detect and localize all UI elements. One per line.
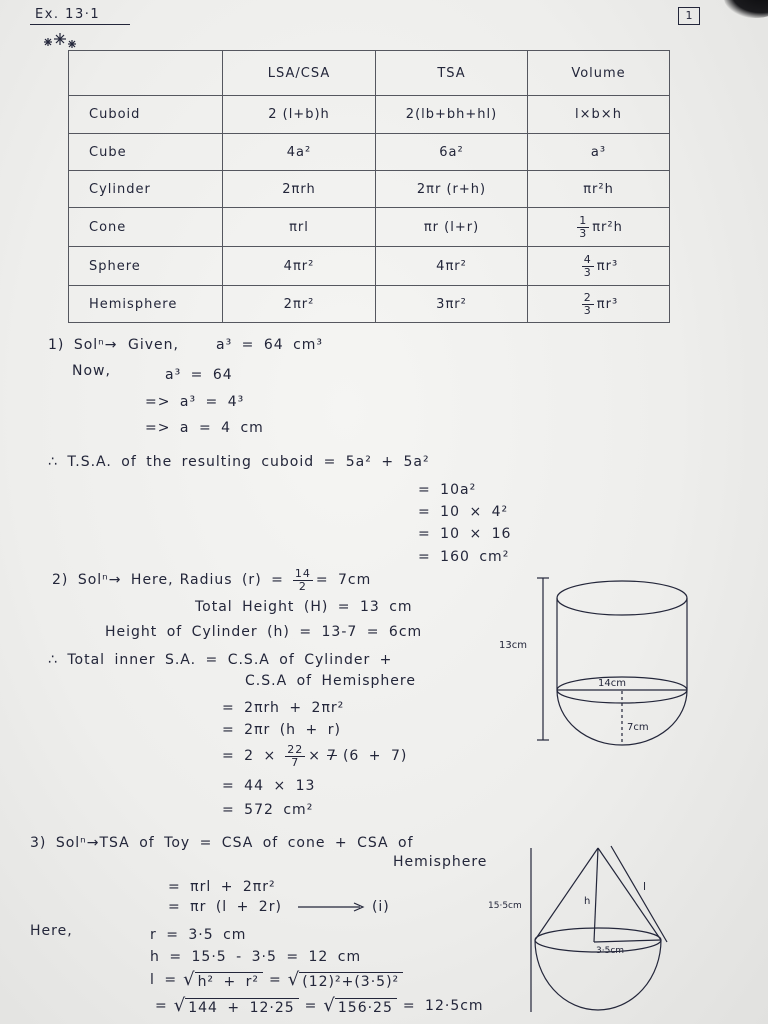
- formula-table: [68, 50, 670, 323]
- table-row: [69, 171, 670, 208]
- problem1-tsa-step: = 10a²: [418, 482, 477, 498]
- fraction: [582, 292, 594, 317]
- table-row: [69, 247, 670, 286]
- volume-rest: πr²h: [592, 219, 623, 235]
- page-number: 1: [678, 7, 700, 25]
- problem3-last-result: = 12·5cm: [402, 998, 484, 1014]
- problem3-l-line: [150, 967, 409, 993]
- volume-rest: πr³: [596, 296, 619, 312]
- shape-name: Cone: [69, 208, 223, 247]
- radicand: 156·25: [335, 998, 397, 1016]
- volume-formula: πr²h: [528, 171, 670, 208]
- problem3-last-mid: =: [304, 998, 318, 1014]
- fraction-denominator: 2: [298, 579, 307, 593]
- tsa-formula: 6a²: [376, 134, 528, 171]
- problem3-r-line: r = 3·5 cm: [150, 927, 247, 943]
- lsa-formula: 2πrh: [223, 171, 376, 208]
- problem3-l-mid: =: [269, 972, 282, 988]
- problem1-tsa-step: = 160 cm²: [418, 549, 510, 565]
- problem1-step: => a = 4 cm: [145, 420, 264, 436]
- square-root: √ 156·25: [323, 996, 396, 1016]
- problem2-step: = 44 × 13: [222, 778, 316, 794]
- table-row: [69, 134, 670, 171]
- radius-label: 3·5cm: [596, 946, 625, 956]
- problem1-now-label: Now,: [72, 363, 111, 379]
- lsa-formula: 4a²: [223, 134, 376, 171]
- table-header-cell: LSA/CSA: [223, 51, 376, 96]
- fraction: [285, 744, 305, 769]
- fraction-denominator: 3: [579, 226, 588, 240]
- problem1-step: a³ = 64: [165, 367, 233, 383]
- arrow-right-icon: [296, 901, 366, 913]
- lsa-formula: 2πr²: [223, 286, 376, 323]
- fraction-numerator: 1: [579, 213, 588, 227]
- fraction-numerator: 4: [583, 252, 592, 266]
- problem2-statement-cont: C.S.A of Hemisphere: [245, 673, 416, 689]
- problem3-step-line: [168, 896, 396, 918]
- diameter-label: 14cm: [598, 678, 626, 689]
- table-corner-cell: [69, 51, 223, 96]
- problem1-given-label: Given,: [128, 337, 179, 353]
- problem2-step: = 2πrh + 2πr²: [222, 700, 345, 716]
- lsa-formula: 4πr²: [223, 247, 376, 286]
- tsa-formula: 4πr²: [376, 247, 528, 286]
- problem1-tsa-step: = 10 × 4²: [418, 504, 509, 520]
- problem1-label: 1) Solⁿ→: [48, 337, 118, 353]
- problem2-step3-cancelled: 7: [327, 748, 337, 764]
- shape-name: Sphere: [69, 247, 223, 286]
- problem2-step: = 572 cm²: [222, 802, 314, 818]
- volume-formula: [528, 286, 670, 323]
- fraction: [582, 254, 594, 279]
- problem2-step: = 2πr (h + r): [222, 722, 341, 738]
- problem2-radius-text: Radius (r) =: [179, 572, 284, 588]
- problem3-l-prefix: l =: [150, 972, 178, 988]
- table-header-cell: Volume: [528, 51, 670, 96]
- tsa-formula: 2πr (r+h): [376, 171, 528, 208]
- cone-hemisphere-diagram: [485, 838, 685, 1020]
- fraction-numerator: 2: [583, 290, 592, 304]
- cone-right-side: [598, 848, 661, 940]
- problem3-here-label: Here,: [30, 923, 73, 939]
- problem3-step: = πrl + 2πr²: [168, 879, 276, 895]
- problem3-label: 3) Solⁿ→TSA of Toy = CSA of cone + CSA of: [30, 835, 414, 851]
- problem2-cylinder-height: Height of Cylinder (h) = 13-7 = 6cm: [105, 624, 423, 640]
- slant-label: l: [643, 880, 647, 893]
- volume-formula: l×b×h: [528, 96, 670, 134]
- problem2-total-height: Total Height (H) = 13 cm: [195, 599, 413, 615]
- square-root: √ h² + r²: [183, 970, 263, 990]
- slant-measure-line: [611, 846, 667, 942]
- volume-rest: πr³: [596, 258, 619, 274]
- problem2-step3-prefix: = 2 ×: [222, 748, 277, 764]
- problem2-step3-suffix: (6 + 7): [342, 748, 408, 764]
- problem1-tsa-step: = 10 × 16: [418, 526, 512, 542]
- problem3-h-line: h = 15·5 - 3·5 = 12 cm: [150, 949, 362, 965]
- shape-name: Cylinder: [69, 171, 223, 208]
- volume-formula: [528, 208, 670, 247]
- cylinder-top: [557, 581, 687, 615]
- volume-formula: [528, 247, 670, 286]
- square-root: √ 144 + 12·25: [174, 996, 299, 1016]
- table-header-row: [69, 51, 670, 96]
- shape-name: Cube: [69, 134, 223, 171]
- problem3-step: = πr (l + 2r): [168, 899, 282, 915]
- table-header-cell: TSA: [376, 51, 528, 96]
- problem1-given: a³ = 64 cm³: [216, 337, 324, 353]
- problem2-substitution-line: [222, 742, 413, 770]
- shape-name: Hemisphere: [69, 286, 223, 323]
- radius-line: [594, 940, 661, 942]
- table-row: [69, 96, 670, 134]
- tsa-formula: 2(lb+bh+hl): [376, 96, 528, 134]
- problem1-step: => a³ = 4³: [145, 394, 245, 410]
- square-root: √ (12)²+(3·5)²: [288, 970, 403, 990]
- problem2-step3-times: ×: [308, 748, 322, 764]
- problem3-last-prefix: =: [155, 998, 168, 1014]
- tsa-formula: 3πr²: [376, 286, 528, 323]
- notebook-binding-shadow: [724, 0, 768, 18]
- table-row: [69, 208, 670, 247]
- radicand: (12)²+(3·5)²: [299, 972, 403, 990]
- fraction-numerator: 22: [287, 742, 304, 756]
- problem2-radius-line: [52, 566, 377, 594]
- fraction: [577, 215, 589, 240]
- total-height-label: 15·5cm: [488, 901, 522, 911]
- problem2-radius-result: = 7cm: [315, 572, 372, 588]
- shape-name: Cuboid: [69, 96, 223, 134]
- fraction-denominator: 3: [583, 303, 592, 317]
- fraction-numerator: 14: [294, 566, 311, 580]
- lsa-formula: πrl: [223, 208, 376, 247]
- fraction-denominator: 3: [583, 265, 592, 279]
- problem3-result-line: [155, 993, 490, 1019]
- table-row: [69, 286, 670, 323]
- fraction: [293, 568, 313, 593]
- tsa-formula: πr (l+r): [376, 208, 528, 247]
- cylinder-hemisphere-diagram: [490, 570, 710, 755]
- cone-left-side: [535, 848, 598, 940]
- problem1-tsa-statement: ∴ T.S.A. of the resulting cuboid = 5a² + 5a²: [48, 454, 430, 470]
- cone-height-label: h: [584, 896, 591, 907]
- fraction-denominator: 7: [291, 755, 300, 769]
- problem2-statement: ∴ Total inner S.A. = C.S.A of Cylinder +: [48, 652, 393, 668]
- lsa-formula: 2 (l+b)h: [223, 96, 376, 134]
- equation-reference: (i): [371, 899, 390, 915]
- radicand: 144 + 12·25: [185, 998, 298, 1016]
- problem2-label: 2) Solⁿ→ Here,: [52, 572, 174, 588]
- problem3-label-cont: Hemisphere: [393, 854, 488, 870]
- radicand: h² + r²: [195, 972, 263, 990]
- radius-label: 7cm: [627, 722, 649, 733]
- height-label: 13cm: [499, 640, 527, 651]
- volume-formula: a³: [528, 134, 670, 171]
- exercise-title: Ex. 13·1: [30, 7, 130, 25]
